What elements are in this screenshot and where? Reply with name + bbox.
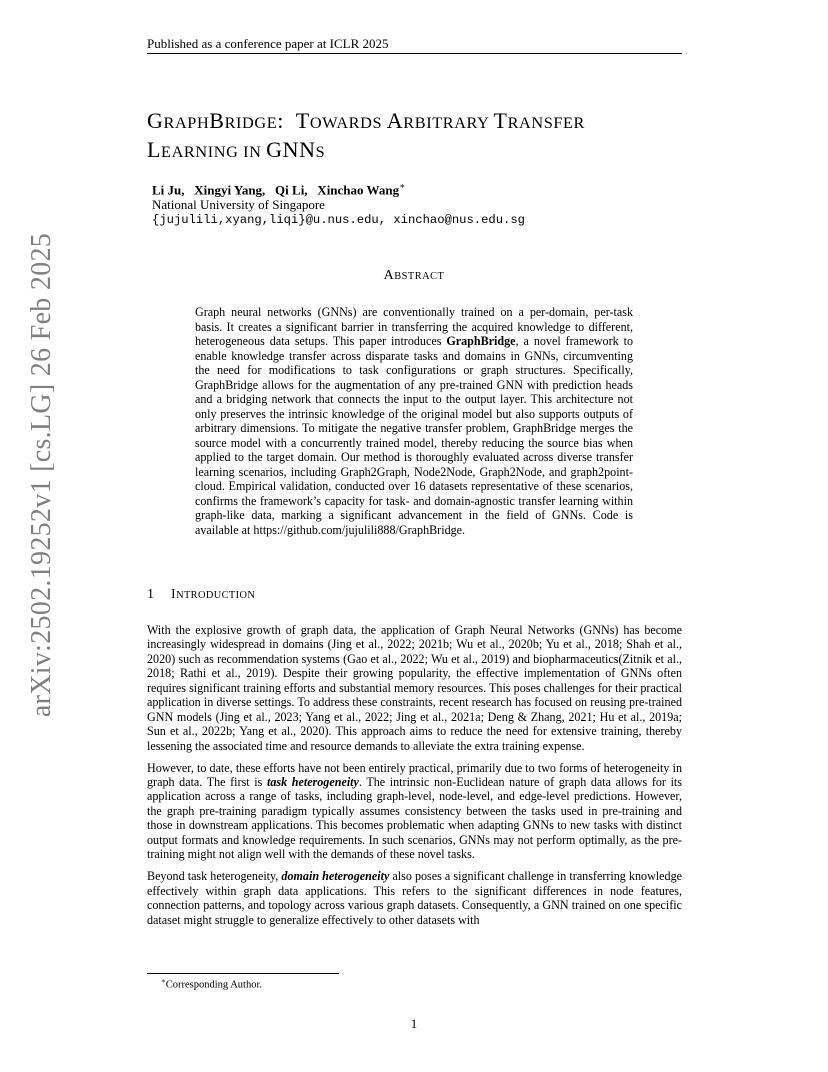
intro-paragraph-2: However, to date, these efforts have not been entirely practical, primarily due to two forms of heterogeneity in graph data. The first is task heterogeneity. The intrinsic non-Euclidean nature of graph data allows for its application across a range of tasks, including graph-level, node-level, and edge-level predictions. However, the graph pre-training paradigm typically assumes consistency between the tasks used in pre-training and those in downstream applications. This becomes problematic when adapting GNNs to new tasks with distinct output formats and knowledge requirements. In such scenarios, GNNs may not perform optimally, as the pre-training might not align well with the demands of these novel tasks. <box>147 760 682 862</box>
section-heading-introduction: 1 INTRODUCTION <box>147 587 256 602</box>
author-list: Li Ju, Xingyi Yang, Qi Li, Xinchao Wang∗ <box>152 181 406 198</box>
method-name: GraphBridge <box>446 334 516 348</box>
header-rule <box>147 53 682 54</box>
task-heterogeneity-term: task heterogeneity <box>266 775 359 790</box>
domain-heterogeneity-term: domain heterogeneity <box>281 869 390 884</box>
arxiv-identifier[interactable]: arXiv:2502.19252v1 [cs.LG] 26 Feb 2025 <box>26 232 57 718</box>
abstract-text: Graph neural networks (GNNs) are conventionally trained on a per-domain, per-task basis. It creates a significant barrier in transferring the acquired knowledge to different, heterogeneous data setups. This paper introduces GraphBridge, a novel framework to enable knowledge transfer across disparate tasks and domains in GNNs, circumventing the need for modifications to task configurations or graph structures. Specifically, GraphBridge allows for the augmentation of any pre-trained GNN with prediction heads and a bridging network that connects the input to the output layer. This architecture not only preserves the intrinsic knowledge of the original model but also supports outputs of arbitrary dimensions. To mitigate the negative transfer problem, GraphBridge merges the source model with a concurrently trained model, thereby reducing the source bias when applied to the target domain. Our method is thoroughly evaluated across diverse transfer learning scenarios, including Graph2Graph, Node2Node, Graph2Node, and graph2point-cloud. Empirical validation, conducted over 16 datasets representative of these scenarios, confirms the framework’s capacity for task- and domain-agnostic transfer learning within graph-like data, marking a significant advancement in the field of GNNs. Code is available at https://github.com/jujulili888/GraphBridge. <box>195 305 633 537</box>
paper-title: GRAPHBRIDGE: TOWARDS ARBITRARY TRANSFER LEARNING IN GNNS <box>147 108 585 162</box>
running-header: Published as a conference paper at ICLR 2025 <box>147 36 389 51</box>
footnote: ∗Corresponding Author. <box>161 977 263 991</box>
affiliation: National University of Singapore <box>152 197 325 212</box>
abstract-heading: ABSTRACT <box>383 268 445 283</box>
author-emails[interactable]: {jujulili,xyang,liqi}@u.nus.edu, xinchao@nus.edu.sg <box>152 213 525 227</box>
intro-paragraph-3: Beyond task heterogeneity, domain heterogeneity also poses a significant challenge in transferring knowledge effectively within graph data applications. This refers to the significant differences in node features, connection patterns, and topology across various graph datasets. Consequently, a GNN trained on one specific dataset might struggle to generalize effectively to other datasets with <box>147 869 682 927</box>
intro-paragraph-1: With the explosive growth of graph data, the application of Graph Neural Networks (GNNs) has become increasingly widespread in domains (Jing et al., 2022; 2021b; Wu et al., 2020b; Yu et al., 2018; Shah et al., 2020) such as recommendation systems (Gao et al., 2022; Wu et al., 2019) and biopharmaceutics(Zitnik et al., 2018; Rathi et al., 2019). Despite their growing popularity, the effective implementation of GNNs often requires significant training efforts and substantial memory resources. This poses challenges for their practical application in diverse settings. To address these constraints, recent research has focused on reusing pre-trained GNN models (Jing et al., 2023; Yang et al., 2022; Jing et al., 2021a; Deng & Zhang, 2021; Hu et al., 2019a; Sun et al., 2022b; Yang et al., 2020). This approach aims to reduce the need for extensive training, thereby lessening the associated time and resource demands to alleviate the extra training expense. <box>147 623 682 753</box>
footnote-rule <box>147 973 339 974</box>
corresponding-author-mark: ∗ <box>399 181 406 191</box>
page-number: 1 <box>410 1016 418 1031</box>
introduction-body <box>147 623 682 935</box>
